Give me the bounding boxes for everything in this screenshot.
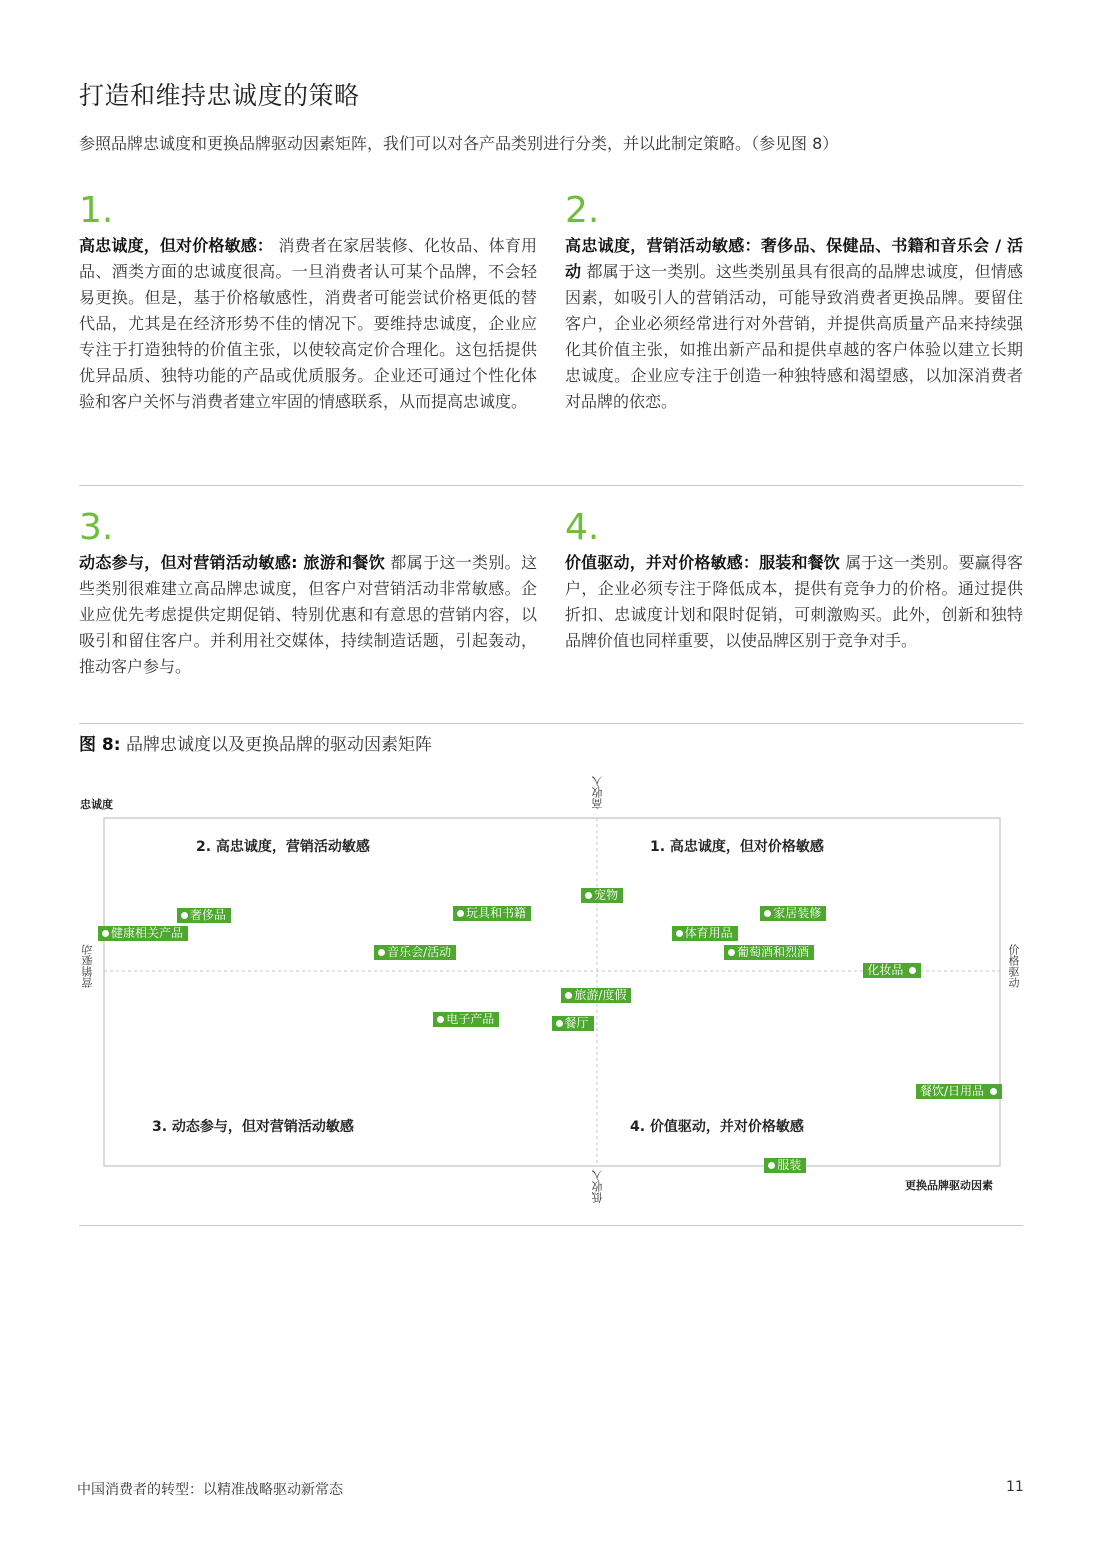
section-body: 都属于这一类别。这些类别虽具有很高的品牌忠诚度，但情感因素，如吸引人的营销活动，可能导致消费者更换品牌。要留住客户，企业必须经常进行对外营销，并提供高质量产品来持续强化其价值主张，如推出新产品和提供卓越的客户体验以建立长期忠诚度。企业应专注于创造一种独特感和渴望感，以加深消费者对品牌的依恋。 xyxy=(565,262,1023,411)
data-point-tag xyxy=(672,926,738,941)
section-text xyxy=(79,233,537,415)
section-lead: 动态参与，但对营销活动敏感: 旅游和餐饮 xyxy=(79,553,386,572)
figure-caption-text: 品牌忠诚度以及更换品牌的驱动因素矩阵 xyxy=(120,735,432,755)
data-point-label: 音乐会/活动 xyxy=(387,944,452,959)
data-point-label: 旅游/度假 xyxy=(574,988,627,1003)
data-point-label: 奢侈品 xyxy=(189,907,226,922)
data-point-marker xyxy=(181,912,188,919)
data-point-tag xyxy=(724,945,814,960)
data-point-label: 玩具和书籍 xyxy=(465,906,526,921)
data-point-tag xyxy=(764,1158,806,1173)
data-point-label: 家居装修 xyxy=(773,906,822,921)
data-point-tag xyxy=(916,1084,1002,1099)
data-point-marker xyxy=(457,910,464,917)
section-3 xyxy=(79,508,537,680)
x-axis-label: 更换品牌驱动因素 xyxy=(905,1179,993,1192)
quadrant-label: 3. 动态参与，但对营销活动敏感 xyxy=(152,1119,354,1135)
divider xyxy=(79,1225,1023,1226)
right-axis-label: 价格驱动 xyxy=(1007,944,1020,988)
data-point-marker xyxy=(764,910,771,917)
data-point-marker xyxy=(565,992,572,999)
data-point-marker xyxy=(676,930,683,937)
figure-caption xyxy=(79,730,432,755)
quadrant-label: 4. 价值驱动，并对价格敏感 xyxy=(630,1119,804,1135)
section-number: 3. xyxy=(79,507,114,548)
data-point-tag xyxy=(581,888,623,903)
intro-paragraph: 参照品牌忠诚度和更换品牌驱动因素矩阵，我们可以对各产品类别进行分类，并以此制定策略。（参见图 8） xyxy=(79,134,839,153)
section-body: 消费者在家居装修、化妆品、体育用品、酒类方面的忠诚度很高。一旦消费者认可某个品牌，不会轻易更换。但是，基于价格敏感性，消费者可能尝试价格更低的替代品，尤其是在经济形势不佳的情况下。要维持忠诚度，企业应专注于打造独特的价值主张，以使较高定价合理化。这包括提供优异品质、独特功能的产品或优质服务。企业还可通过个性化体验和客户关怀与消费者建立牢固的情感联系，从而提高忠诚度。 xyxy=(79,236,537,411)
data-point-marker xyxy=(909,967,916,974)
section-4 xyxy=(565,508,1023,654)
data-point-label: 餐厅 xyxy=(564,1015,589,1030)
data-point-tag xyxy=(374,945,456,960)
data-point-marker xyxy=(768,1162,775,1169)
plot-border xyxy=(104,818,1000,1166)
data-point-marker xyxy=(990,1088,997,1095)
data-point-tag xyxy=(433,1012,499,1027)
data-point-marker xyxy=(437,1016,444,1023)
data-point-marker xyxy=(102,930,109,937)
data-point-tag xyxy=(760,906,826,921)
data-point-marker xyxy=(556,1020,563,1027)
data-point-label: 电子产品 xyxy=(446,1011,495,1026)
data-point-marker xyxy=(378,949,385,956)
bottom-axis-label: 低收入 xyxy=(591,1170,604,1203)
section-lead: 高忠诚度，但对价格敏感： xyxy=(79,236,274,255)
quadrant-label: 1. 高忠诚度，但对价格敏感 xyxy=(650,839,824,855)
data-point-label: 宠物 xyxy=(594,888,619,903)
data-point-label: 健康相关产品 xyxy=(111,926,184,941)
section-number: 1. xyxy=(79,190,114,231)
data-point-tag xyxy=(552,1016,594,1031)
section-2 xyxy=(565,191,1023,415)
top-axis-label: 高收入 xyxy=(591,776,604,809)
section-lead: 高忠诚度，营销活动敏感：奢侈品、保健品、书籍和音乐会 / 活动 xyxy=(565,236,1023,281)
data-point-tag xyxy=(561,988,631,1003)
y-axis-label: 忠诚度 xyxy=(80,798,113,811)
divider xyxy=(79,485,1023,486)
footer-title: 中国消费者的转型：以精准战略驱动新常态 xyxy=(77,1482,343,1498)
section-text xyxy=(565,233,1023,415)
data-point-marker xyxy=(585,892,592,899)
data-point-tag xyxy=(177,908,231,923)
divider xyxy=(79,723,1023,724)
section-body: 属于这一类别。要赢得客户，企业必须专注于降低成本，提供有竞争力的价格。通过提供折扣、忠诚度计划和限时促销，可刺激购买。此外，创新和独特品牌价值也同样重要，以使品牌区别于竞争对手。 xyxy=(565,553,1023,650)
data-point-label: 服装 xyxy=(777,1158,802,1172)
quadrant-label: 2. 高忠诚度，营销活动敏感 xyxy=(196,839,370,855)
data-point-tag xyxy=(453,906,531,921)
section-number: 4. xyxy=(565,507,600,548)
page-number: 11 xyxy=(1006,1479,1024,1495)
data-point-label: 化妆品 xyxy=(867,963,904,977)
section-text xyxy=(79,550,537,680)
section-number: 2. xyxy=(565,190,600,231)
figure-caption-label: 图 8: xyxy=(79,735,121,755)
data-point-label: 餐饮/日用品 xyxy=(919,1083,985,1098)
data-point-marker xyxy=(728,949,735,956)
data-point-label: 体育用品 xyxy=(684,926,733,941)
section-lead: 价值驱动，并对价格敏感：服装和餐饮 xyxy=(565,553,840,572)
section-text xyxy=(565,550,1023,654)
data-point-tag xyxy=(863,963,921,978)
page-title: 打造和维持忠诚度的策略 xyxy=(79,81,360,110)
left-axis-label: 营销驱动 xyxy=(81,944,94,988)
data-point-tag xyxy=(98,926,188,941)
section-body: 都属于这一类别。这些类别很难建立高品牌忠诚度，但客户对营销活动非常敏感。企业应优先考虑提供定期促销、特别优惠和有意思的营销内容，以吸引和留住客户。并利用社交媒体，持续制造话题，引起轰动，推动客户参与。 xyxy=(79,553,537,676)
section-1 xyxy=(79,191,537,415)
data-point-label: 葡萄酒和烈酒 xyxy=(736,944,809,959)
